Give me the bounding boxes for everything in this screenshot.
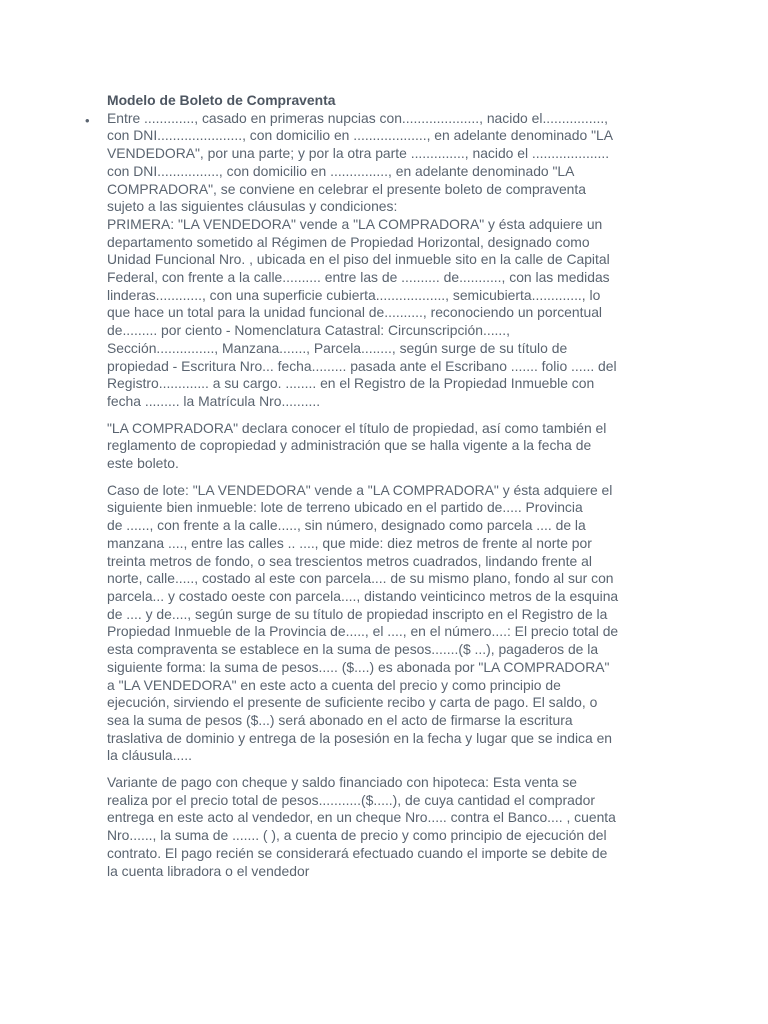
text-line: realiza por el precio total de pesos...........($.....), de cuya cantidad el comprador <box>107 791 595 808</box>
text-line: "LA COMPRADORA" declara conocer el título de propiedad, así como también el <box>107 419 607 436</box>
document-title: Modelo de Boleto de Compraventa <box>107 92 336 108</box>
text-line: sea la suma de pesos ($...) será abonado en el acto de firmarse la escritura <box>107 711 573 728</box>
paragraph <box>107 420 657 473</box>
text-line: sujeto a las siguientes cláusulas y condiciones: <box>107 198 398 215</box>
paragraph <box>107 774 657 880</box>
text-line: Sección..............., Manzana......., Parcela........, según surge de su título de <box>107 339 568 356</box>
text-line: con DNI................, con domicilio en ..............., en adelante denominado "LA <box>107 162 575 179</box>
text-line: contrato. El pago recién se considerará efectuado cuando el importe se debite de <box>107 844 608 861</box>
text-line: PRIMERA: "LA VENDEDORA" vende a "LA COMPRADORA" y ésta adquiere un <box>107 215 603 232</box>
paragraph <box>107 482 657 765</box>
text-line: departamento sometido al Régimen de Propiedad Horizontal, designado como <box>107 233 590 250</box>
text-line: fecha ......... la Matrícula Nro.......... <box>107 392 321 409</box>
text-line: esta compraventa se establece en la suma de pesos.......($ ...), pagaderos de la <box>107 641 599 658</box>
list-bullet: • <box>85 113 90 128</box>
text-line: siguiente forma: la suma de pesos..... ($....) es abonada por "LA COMPRADORA" <box>107 658 610 675</box>
text-line: a "LA VENDEDORA" en este acto a cuenta del precio y como principio de <box>107 676 561 693</box>
text-line: manzana ...., entre las calles .. ...., que mide: diez metros de frente al norte por <box>107 534 592 551</box>
text-line: la cláusula..... <box>107 747 192 764</box>
text-line: Federal, con frente a la calle.......... entre las de .......... de..........., con las medidas <box>107 269 610 286</box>
text-line: de......... por ciento - Nomenclatura Catastral: Circunscripción......, <box>107 322 510 339</box>
text-line: que hace un total para la unidad funcional de.........., reconociendo un porcentual <box>107 304 603 321</box>
text-line: Variante de pago con cheque y saldo financiado con hipoteca: Esta venta se <box>107 774 578 791</box>
text-line: con DNI......................, con domicilio en ..................., en adelante denominado "LA <box>107 127 614 144</box>
text-line: Unidad Funcional Nro. , ubicada en el piso del inmueble sito en la calle de Capital <box>107 251 610 268</box>
text-line: de .... y de...., según surge de su título de propiedad inscripto en el Registro de la <box>107 605 608 622</box>
text-line: siguiente bien inmueble: lote de terreno ubicado en el partido de..... Provincia <box>107 499 583 516</box>
text-line: entrega en este acto al vendedor, en un cheque Nro..... contra el Banco.... , cuenta <box>107 809 616 826</box>
text-line: propiedad - Escritura Nro... fecha......... pasada ante el Escribano ....... folio ...... del <box>107 357 617 374</box>
text-line: la cuenta libradora o el vendedor <box>107 862 310 879</box>
text-line: ejecución, sirviendo el presente de suficiente recibo y carta de pago. El saldo, o <box>107 694 598 711</box>
text-line: Propiedad Inmueble de la Provincia de....., el ...., en el número....: El precio total de <box>107 623 619 640</box>
document-body <box>85 92 657 880</box>
text-line: linderas............, con una superficie cubierta.................., semicubierta............., lo <box>107 286 601 303</box>
text-line: Entre ............., casado en primeras nupcias con...................., nacido el................, <box>107 109 609 126</box>
text-line: Nro......, la suma de ....... ( ), a cuenta de precio y como principio de ejecución del <box>107 827 607 844</box>
text-line: norte, calle....., costado al este con parcela.... de su mismo plano, fondo al sur con <box>107 570 614 587</box>
text-line: de ......, con frente a la calle....., sin número, designado como parcela .... de la <box>107 517 586 534</box>
text-line: VENDEDORA", por una parte; y por la otra parte .............., nacido el .................... <box>107 145 610 162</box>
text-line: reglamento de copropiedad y administración que se halla vigente a la fecha de <box>107 437 592 454</box>
text-line: COMPRADORA", se conviene en celebrar el presente boleto de compraventa <box>107 180 586 197</box>
text-line: Registro............. a su cargo. ........ en el Registro de la Propiedad Inmueble con <box>107 375 595 392</box>
text-line: treinta metros de fondo, o sea trescientos metros cuadrados, lindando frente al <box>107 552 592 569</box>
text-line: Caso de lote: "LA VENDEDORA" vende a "LA COMPRADORA" y ésta adquiere el <box>107 481 613 498</box>
paragraph <box>107 110 657 411</box>
text-line: traslativa de dominio y entrega de la posesión en la fecha y lugar que se indica en <box>107 729 613 746</box>
text-line: este boleto. <box>107 455 179 472</box>
paragraph-list <box>107 110 657 881</box>
text-line: parcela... y costado oeste con parcela...., distando veinticinco metros de la esquina <box>107 587 619 604</box>
